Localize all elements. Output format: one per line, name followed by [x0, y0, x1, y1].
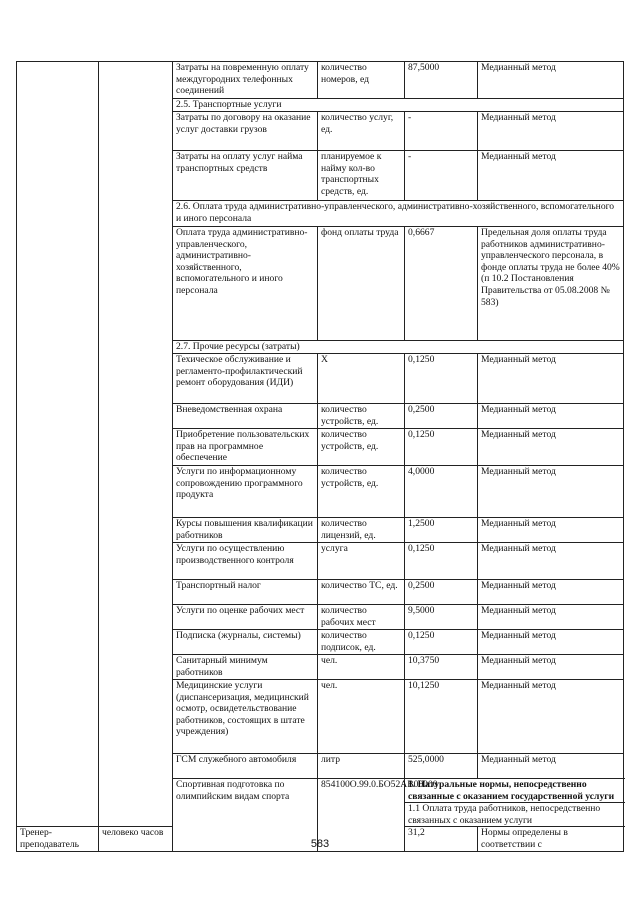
service-code: 854100О.99.0.БО52АВ00000 [318, 779, 405, 852]
cost-value: 1,2500 [405, 518, 478, 543]
cost-name: Услуги по осуществлению производственного контроля [173, 543, 318, 580]
cost-value: 0,1250 [405, 429, 478, 466]
cost-method: Медианный метод [478, 151, 624, 201]
cost-method: Медианный метод [478, 466, 624, 518]
section-heading: 1.1 Оплата труда работников, непосредственно связанных с оказанием услуги [405, 803, 624, 827]
cost-value: 10,3750 [405, 655, 478, 680]
cost-value: 0,2500 [405, 580, 478, 605]
cost-method: Медианный метод [478, 518, 624, 543]
cost-unit: количество рабочих мест [318, 605, 405, 630]
cost-value: 10,1250 [405, 680, 478, 754]
cost-method: Медианный метод [478, 630, 624, 655]
cost-name: Вневедомственная охрана [173, 404, 318, 429]
cost-unit: услуга [318, 543, 405, 580]
cost-value: 0,1250 [405, 354, 478, 404]
cost-value: 31,2 [405, 827, 478, 852]
cost-value: 87,5000 [405, 62, 478, 99]
cost-unit: чел. [318, 655, 405, 680]
norms-table [16, 61, 624, 852]
cost-unit: Х [318, 354, 405, 404]
cost-name: Затраты на повременную оплату междугородних телефонных соединений [173, 62, 318, 99]
empty-service-cell [17, 62, 99, 827]
cost-unit: человеко часов [99, 827, 173, 852]
cost-value: 0,1250 [405, 543, 478, 580]
cost-name: Затраты по договору на оказание услуг доставки грузов [173, 112, 318, 151]
cost-unit: количество устройств, ед. [318, 404, 405, 429]
cost-value: 0,6667 [405, 227, 478, 341]
cost-value: - [405, 112, 478, 151]
cost-value: 0,2500 [405, 404, 478, 429]
empty-code-cell [99, 62, 173, 827]
cost-name: Затраты на оплату услуг найма транспортных средств [173, 151, 318, 201]
cost-unit: количество лицензий, ед. [318, 518, 405, 543]
page-number: 583 [310, 838, 330, 850]
cost-name: Подписка (журналы, системы) [173, 630, 318, 655]
cost-unit: количество услуг, ед. [318, 112, 405, 151]
cost-method: Медианный метод [478, 429, 624, 466]
cost-method: Медианный метод [478, 605, 624, 630]
cost-unit: количество устройств, ед. [318, 466, 405, 518]
cost-name: Санитарный минимум работников [173, 655, 318, 680]
cost-unit: количество устройств, ед. [318, 429, 405, 466]
cost-name: Транспортный налог [173, 580, 318, 605]
cost-method: Нормы определены в соответствии с [478, 827, 624, 852]
cost-name: Услуги по оценке рабочих мест [173, 605, 318, 630]
cost-name: Тренер-преподаватель [17, 827, 99, 852]
cost-name: Приобретение пользовательских прав на программное обеспечение [173, 429, 318, 466]
cost-method: Медианный метод [478, 580, 624, 605]
cost-unit: фонд оплаты труда [318, 227, 405, 341]
cost-method: Медианный метод [478, 543, 624, 580]
cost-unit: литр [318, 754, 405, 779]
cost-name: ГСМ служебного автомобиля [173, 754, 318, 779]
cost-value: 4,0000 [405, 466, 478, 518]
row-a-0 [17, 62, 624, 99]
cost-value: 9,5000 [405, 605, 478, 630]
section-heading: 1. Натуральные нормы, непосредственно связанные с оказанием государственной услуги [405, 779, 624, 803]
cost-name: Медицинские услуги (диспансеризация, медицинский осмотр, освидетельствование работников, состоящих в штате учреждения) [173, 680, 318, 754]
cost-method: Медианный метод [478, 62, 624, 99]
cost-method: Медианный метод [478, 354, 624, 404]
section-heading: 2.7. Прочие ресурсы (затраты) [173, 341, 624, 354]
cost-unit: количество ТС, ед. [318, 580, 405, 605]
section-heading: 2.6. Оплата труда административно-управленческого, административно-хозяйственного, вспомогательного и иного персонала [173, 201, 624, 227]
section-heading: 2.5. Транспортные услуги [173, 99, 624, 112]
cost-method: Медианный метод [478, 754, 624, 779]
cost-method: Медианный метод [478, 655, 624, 680]
cost-name: Оплата труда административно-управленческого, административно-хозяйственного, вспомогательного и иного персонала [173, 227, 318, 341]
cost-method: Медианный метод [478, 680, 624, 754]
cost-value: - [405, 151, 478, 201]
cost-method: Медианный метод [478, 404, 624, 429]
cost-unit: количество номеров, ед [318, 62, 405, 99]
cost-value: 0,1250 [405, 630, 478, 655]
cost-unit: количество подписок, ед. [318, 630, 405, 655]
cost-name: Техическое обслуживание и регламенто-профилактический ремонт оборудования (ИДИ) [173, 354, 318, 404]
cost-method: Медианный метод [478, 112, 624, 151]
cost-name: Услуги по информационному сопровождению программного продукта [173, 466, 318, 518]
service-name: Спортивная подготовка по олимпийским видам спорта [173, 779, 318, 852]
cost-method: Предельная доля оплаты труда работников административно-управленческого персонала, в фонде оплаты труда не более 40% (п 10.2 Постановления Правительства от 05.08.2008 № 583) [478, 227, 624, 341]
cost-value: 525,0000 [405, 754, 478, 779]
cost-name: Курсы повышения квалификации работников [173, 518, 318, 543]
cost-unit: чел. [318, 680, 405, 754]
cost-unit: планируемое к найму кол-во транспортных средств, ед. [318, 151, 405, 201]
